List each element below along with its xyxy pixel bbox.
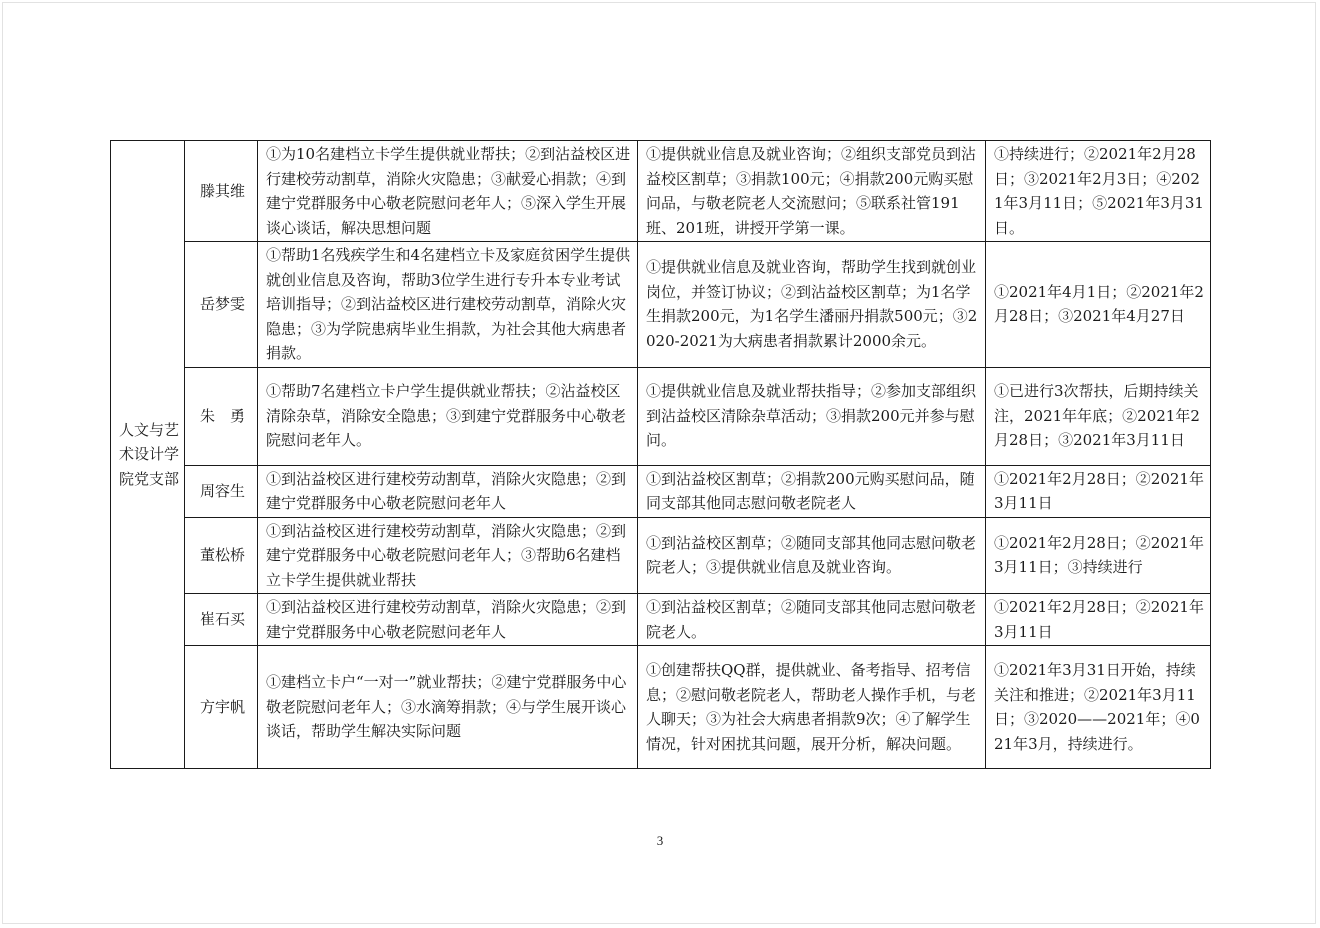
measures-cell: ①到沾益校区进行建校劳动割草，消除火灾隐患；②到建宁党群服务中心敬老院慰问老年人 [258, 465, 638, 517]
member-name: 周容生 [185, 465, 258, 517]
party-branch-table [110, 140, 1211, 769]
time-cell: ①2021年2月28日；②2021年3月11日；③持续进行 [986, 517, 1211, 594]
time-cell: ①持续进行；②2021年2月28日；③2021年2月3日；④2021年3月11日；⑤2021年3月31日。 [986, 141, 1211, 242]
measures-cell: ①建档立卡户“一对一”就业帮扶；②建宁党群服务中心敬老院慰问老年人；③水滴筹捐款；④与学生展开谈心谈话，帮助学生解决实际问题 [258, 646, 638, 769]
measures-cell: ①帮助1名残疾学生和4名建档立卡及家庭贫困学生提供就创业信息及咨询，帮助3位学生进行专升本专业考试培训指导；②到沾益校区进行建校劳动割草，消除火灾隐患；③为学院患病毕业生捐款，为社会其他大病患者捐款。 [258, 242, 638, 368]
member-name: 崔石买 [185, 594, 258, 646]
actions-cell: ①提供就业信息及就业咨询；②组织支部党员到沾益校区割草；③捐款100元；④捐款200元购买慰问品，与敬老院老人交流慰问；⑤联系社管191班、201班，讲授开学第一课。 [638, 141, 986, 242]
table-row [111, 465, 1211, 517]
member-name: 方宇帆 [185, 646, 258, 769]
table-row [111, 367, 1211, 465]
actions-cell: ①到沾益校区割草；②随同支部其他同志慰问敬老院老人。 [638, 594, 986, 646]
actions-cell: ①到沾益校区割草；②捐款200元购买慰问品，随同支部其他同志慰问敬老院老人 [638, 465, 986, 517]
member-name: 岳梦雯 [185, 242, 258, 368]
measures-cell: ①帮助7名建档立卡户学生提供就业帮扶；②沾益校区清除杂草，消除安全隐患；③到建宁党群服务中心敬老院慰问老年人。 [258, 367, 638, 465]
measures-cell: ①为10名建档立卡学生提供就业帮扶；②到沾益校区进行建校劳动割草，消除火灾隐患；③献爱心捐款；④到建宁党群服务中心敬老院慰问老年人；⑤深入学生开展谈心谈话，解决思想问题 [258, 141, 638, 242]
member-name: 董松桥 [185, 517, 258, 594]
actions-cell: ①到沾益校区割草；②随同支部其他同志慰问敬老院老人；③提供就业信息及就业咨询。 [638, 517, 986, 594]
actions-cell: ①提供就业信息及就业帮扶指导；②参加支部组织到沾益校区清除杂草活动；③捐款200元并参与慰问。 [638, 367, 986, 465]
table-row [111, 141, 1211, 242]
department-cell: 人文与艺术设计学院党支部 [111, 141, 185, 769]
time-cell: ①2021年4月1日；②2021年2月28日；③2021年4月27日 [986, 242, 1211, 368]
table-row [111, 242, 1211, 368]
table-row [111, 517, 1211, 594]
member-name: 朱 勇 [185, 367, 258, 465]
table-row [111, 594, 1211, 646]
measures-cell: ①到沾益校区进行建校劳动割草，消除火灾隐患；②到建宁党群服务中心敬老院慰问老年人；③帮助6名建档立卡学生提供就业帮扶 [258, 517, 638, 594]
time-cell: ①2021年2月28日；②2021年3月11日 [986, 594, 1211, 646]
time-cell: ①2021年2月28日；②2021年3月11日 [986, 465, 1211, 517]
time-cell: ①已进行3次帮扶，后期持续关注，2021年年底；②2021年2月28日；③2021年3月11日 [986, 367, 1211, 465]
actions-cell: ①提供就业信息及就业咨询，帮助学生找到就创业岗位，并签订协议；②到沾益校区割草；为1名学生捐款200元，为1名学生潘丽丹捐款500元；③2020-2021为大病患者捐款累计2000余元。 [638, 242, 986, 368]
member-name: 滕其维 [185, 141, 258, 242]
measures-cell: ①到沾益校区进行建校劳动割草，消除火灾隐患；②到建宁党群服务中心敬老院慰问老年人 [258, 594, 638, 646]
time-cell: ①2021年3月31日开始，持续关注和推进；②2021年3月11日；③2020——2021年；④021年3月，持续进行。 [986, 646, 1211, 769]
table-row [111, 646, 1211, 769]
actions-cell: ①创建帮扶QQ群，提供就业、备考指导、招考信息；②慰问敬老院老人，帮助老人操作手机，与老人聊天；③为社会大病患者捐款9次；④了解学生情况，针对困扰其问题，展开分析，解决问题。 [638, 646, 986, 769]
page-number: 3 [656, 833, 664, 848]
